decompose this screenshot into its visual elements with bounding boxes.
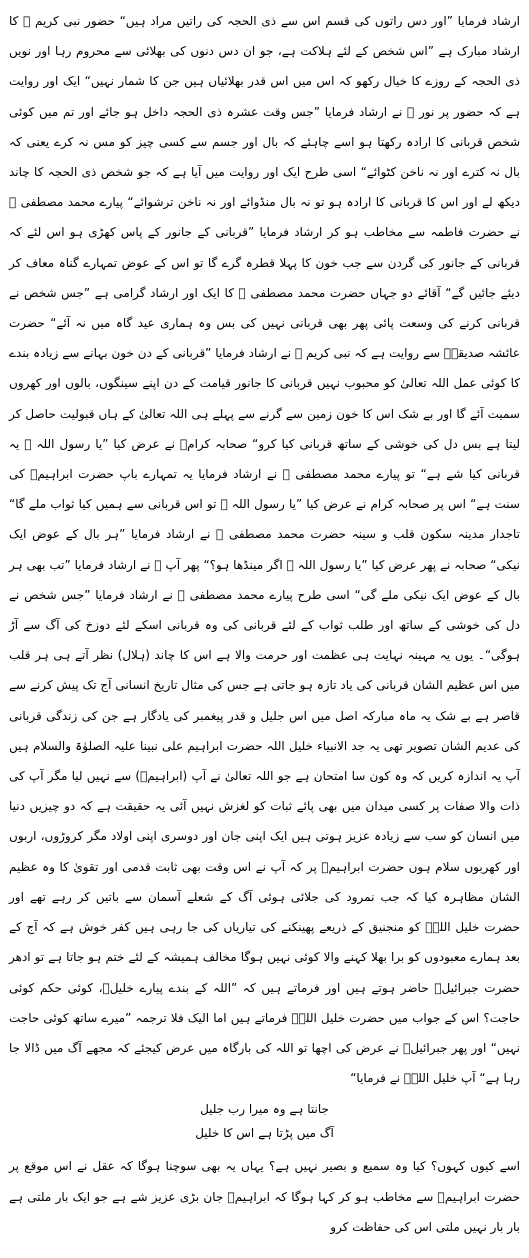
article-paragraph-closing: اسے کیوں کہوں؟ کیا وہ سمیع و بصیر نہیں ہے؟ یہاں یہ بھی سوچنا ہوگا کہ عقل نے اس موقع پر حضرت ابراہیمؑ سے مخاطب ہو کر کہا ہوگا کہ ابراہیمؑ جان بڑی عزیز شے ہے جو ایک بار ملتی ہے بار بار نہیں ملتی اس کی حفاظت کرو bbox=[9, 1159, 520, 1234]
verse-line-2: آگ میں پڑتا ہے اس کا خلیل bbox=[195, 1126, 334, 1141]
poetry-verse bbox=[9, 1097, 520, 1145]
article-paragraph-main: ارشاد فرمایا ”اور دس راتوں کی قسم اس سے ذی الحجہ کی راتیں مراد ہیں“ حضور نبی کریم ﷺ کا ارشاد مبارک ہے ”اس شخص کے لئے ہلاکت ہے، جو ان دس دنوں کی بھلائی سے محروم رہا اور نویں ذی الحجہ کے روزے کا خیال رکھو کہ اس میں اس قدر بھلائیاں ہیں جن کا شمار نہیں“ ایک اور روایت ہے کہ حضور پر نور ﷺ نے ارشاد فرمایا ”جس وقت عشرہ ذی الحجہ داخل ہو جائے اور تم میں کوئی شخص قربانی کا ارادہ رکھتا ہو اسے چاہئے کہ بال اور جسم سے کسی چیز کو مس نہ کرے یعنی کہ بال نہ کترے اور نہ ناخن کٹوائے“ اسی طرح ایک اور روایت میں آیا ہے کہ جو شخص ذی الحجہ کا چاند دیکھ لے اور اس کا قربانی کا ارادہ ہو تو نہ بال منڈوائے اور نہ ناخن ترشوائے“ پیارے محمد مصطفی ﷺ نے حضرت فاطمہ سے مخاطب ہو کر ارشاد فرمایا ”قربانی کے جانور کے پاس کھڑی ہو اس لئے کہ قربانی کے جانور کی گردن سے جب خون کا پہلا قطرہ گرے گا تو اس کے عوض تمہارے گناہ معاف کر دیئے جائیں گے“ آقائے دو جہاں حضرت محمد مصطفی ﷺ کا ایک اور ارشاد گرامی ہے ”جس شخص نے قربانی کرنے کی وسعت پائی پھر بھی قربانی نہیں کی بس وہ ہماری عید گاہ میں نہ آئے“ حضرت عائشہ صدیقہؓ سے روایت ہے کہ نبی کریم ﷺ نے ارشاد فرمایا ”قربانی کے دن خون بہانے سے زیادہ بندے کا کوئی عمل اللہ تعالیٰ کو محبوب نہیں قربانی کا جانور قیامت کے دن اپنے سینگوں، بالوں اور کھروں سمیت آئے گا اور بے شک اس کا خون زمین سے گرنے سے پہلے ہی اللہ تعالیٰ کے ہاں قبولیت حاصل کر لیتا ہے بس دل کی خوشی کے ساتھ قربانی کیا کرو“ صحابہ کرامؓ نے عرض کیا ”یا رسول اللہ ﷺ یہ قربانی کیا شے ہے“ تو پیارے محمد مصطفی ﷺ نے ارشاد فرمایا یہ تمہارے باپ حضرت ابراہیمؑ کی سنت ہے“ اس پر صحابہ کرام نے عرض کیا ”یا رسول اللہ ﷺ تو اس قربانی سے ہمیں کیا ثواب ملے گا“ تاجدار مدینہ سکون قلب و سینہ حضرت محمد مصطفی ﷺ نے ارشاد فرمایا ”ہر بال کے عوض ایک نیکی“ صحابہ نے پھر عرض کیا ”یا رسول اللہ ﷺ اگر مینڈھا ہو؟“ پھر آپ ﷺ نے ارشاد فرمایا ”تب بھی ہر بال کے عوض ایک نیکی ملے گی“ اسی طرح پیارے محمد مصطفی ﷺ نے ارشاد فرمایا ”جس شخص نے دل کی خوشی کے ساتھ اور طلب ثواب کے لئے قربانی کی وہ قربانی اسکے لئے دوزخ کی آگ سے آڑ ہوگی“۔ یوں یہ مہینہ نہایت ہی عظمت اور حرمت والا ہے اس کا چاند (ہلال) نظر آتے ہی ہر قلب میں اس عظیم الشان قربانی کی یاد تازہ ہو جاتی ہے جس کی مثال تاریخ انسانی آج تک پیش کرنے سے قاصر ہے بے شک یہ ماہ مبارکہ اصل میں اس جلیل و قدر پیغمبر کی یادگار ہے جن کی زندگی قربانی کی عدیم الشان تصویر تھی یہ جد الانبیاء خلیل اللہ حضرت ابراہیم علی نبینا علیہ الصلوٰۃ والسلام ہیں آپ یہ اندازہ کریں کہ وہ کون سا امتحان ہے جو اللہ تعالیٰ نے آپ (ابراہیمؑ) سے نہیں لیا مگر آپ کی ذات والا صفات پر کسی میدان میں بھی پائے ثبات کو لغزش نہیں آئی یہ حقیقت ہے کہ دو چیزیں دنیا میں انسان کو سب سے زیادہ عزیز ہوتی ہیں ایک اپنی جان اور دوسری اپنی اولاد مگر کروڑوں، اربوں اور کھربوں سلام ہوں حضرت ابراہیمؑ پر کہ آپ نے اس وقت بھی ثابت قدمی اور تقویٰ کا وہ عظیم الشان مظاہرہ کیا کہ جب نمرود کی جلائی ہوئی آگ کے شعلے آسمان سے باتیں کر رہے تھے اور حضرت خلیل اللہؑ کو منجنیق کے ذریعے پھینکنے کی تیاریاں کی جا رہی ہیں کفر خوش ہے کہ آج کے بعد ہمارے معبودوں کو برا بھلا کہنے والا کوئی نہیں ہوگا مخالف ہمیشہ کے لئے ختم ہو جاتا ہے تو ادھر حضرت جبرائیلؑ حاضر ہوتے ہیں اور فرماتے ہیں کہ ”اللہ کے بندے پیارے خلیلؑ، کوئی حکم کوئی حاجت؟ اس کے جواب میں حضرت خلیل اللہؑ فرماتے ہیں اما الیک فلا ترجمہ ”میرے ساتھ کوئی حاجت نہیں“ اور پھر جبرائیلؑ نے عرض کی اچھا تو اللہ کی بارگاہ میں عرض کیجئے کہ مجھے آگ میں ڈالا جا رہا ہے“ آپ خلیل اللہؑ نے فرمایا“ bbox=[9, 14, 520, 1086]
verse-line-1: جانتا ہے وہ میرا رب جلیل bbox=[200, 1102, 329, 1117]
